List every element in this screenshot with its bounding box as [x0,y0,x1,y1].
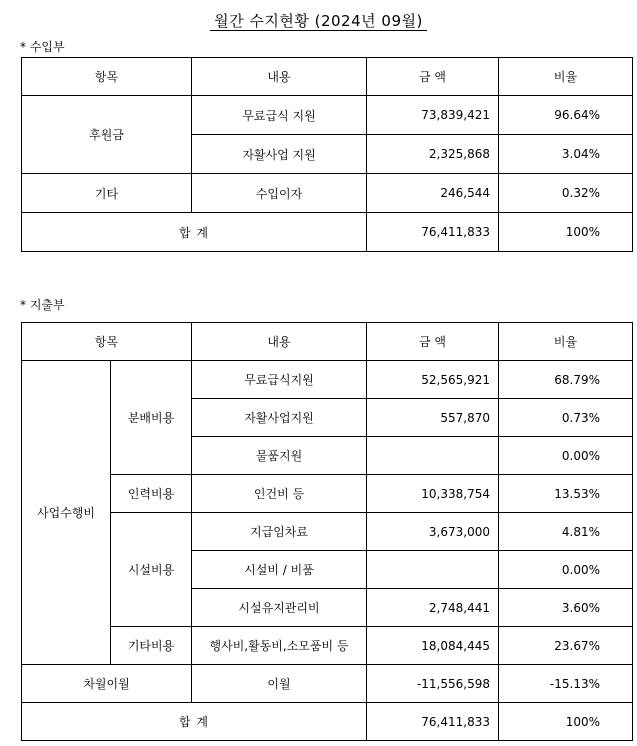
row-content: 무료급식 지원 [192,96,367,135]
row-ratio: 3.60% [499,589,633,627]
total-amount: 76,411,833 [367,703,499,741]
header-amount: 금 액 [367,58,499,96]
row-content: 시설유지관리비 [192,589,367,627]
row-amount: 52,565,921 [367,361,499,399]
total-ratio: 100% [499,703,633,741]
header-amount: 금 액 [367,323,499,361]
row-content: 수입이자 [192,174,367,213]
row-content: 이월 [192,665,367,703]
row-amount: 246,544 [367,174,499,213]
header-ratio: 비율 [499,58,633,96]
row-amount: 557,870 [367,399,499,437]
row-ratio: 0.00% [499,551,633,589]
sub-personnel: 인력비용 [111,475,192,513]
row-ratio: 3.04% [499,135,633,174]
header-ratio: 비율 [499,323,633,361]
row-content: 무료급식지원 [192,361,367,399]
row-amount: 3,673,000 [367,513,499,551]
row-content: 자활사업지원 [192,399,367,437]
row-amount: 18,084,445 [367,627,499,665]
row-ratio: 0.73% [499,399,633,437]
row-ratio: 4.81% [499,513,633,551]
row-content: 인건비 등 [192,475,367,513]
row-ratio: 13.53% [499,475,633,513]
row-amount [367,437,499,475]
row-ratio: 96.64% [499,96,633,135]
sub-other: 기타비용 [111,627,192,665]
expense-header-row [22,323,633,361]
expense-table [21,322,633,741]
carryover-item: 차월이월 [22,665,192,703]
income-section-label: * 수입부 [20,40,65,54]
row-amount: -11,556,598 [367,665,499,703]
row-ratio: 68.79% [499,361,633,399]
table-row [22,513,633,551]
row-ratio: 0.32% [499,174,633,213]
row-content: 지급임차료 [192,513,367,551]
header-content: 내용 [192,323,367,361]
total-row [22,213,633,252]
row-amount: 2,325,868 [367,135,499,174]
row-content: 행사비,활동비,소모품비 등 [192,627,367,665]
row-amount: 73,839,421 [367,96,499,135]
total-row [22,703,633,741]
other-item: 기타 [22,174,192,213]
total-ratio: 100% [499,213,633,252]
row-amount [367,551,499,589]
total-amount: 76,411,833 [367,213,499,252]
page-title: 월간 수지현황 (2024년 09월) [0,10,637,31]
row-amount: 10,338,754 [367,475,499,513]
row-ratio: -15.13% [499,665,633,703]
row-content: 물품지원 [192,437,367,475]
total-label: 합 계 [22,703,367,741]
row-amount: 2,748,441 [367,589,499,627]
group-business: 사업수행비 [22,361,111,665]
income-header-row [22,58,633,96]
row-ratio: 23.67% [499,627,633,665]
sub-facility: 시설비용 [111,513,192,627]
sub-distribution: 분배비용 [111,361,192,475]
table-row [22,475,633,513]
table-row [22,361,633,399]
header-item: 항목 [22,58,192,96]
group-donation: 후원금 [22,96,192,174]
row-content: 시설비 / 비품 [192,551,367,589]
table-row [22,627,633,665]
header-content: 내용 [192,58,367,96]
row-content: 자활사업 지원 [192,135,367,174]
table-row [22,174,633,213]
expense-section-label: * 지출부 [20,298,65,312]
income-table [21,57,633,252]
table-row [22,96,633,135]
header-item: 항목 [22,323,192,361]
carryover-row [22,665,633,703]
row-ratio: 0.00% [499,437,633,475]
total-label: 합 계 [22,213,367,252]
